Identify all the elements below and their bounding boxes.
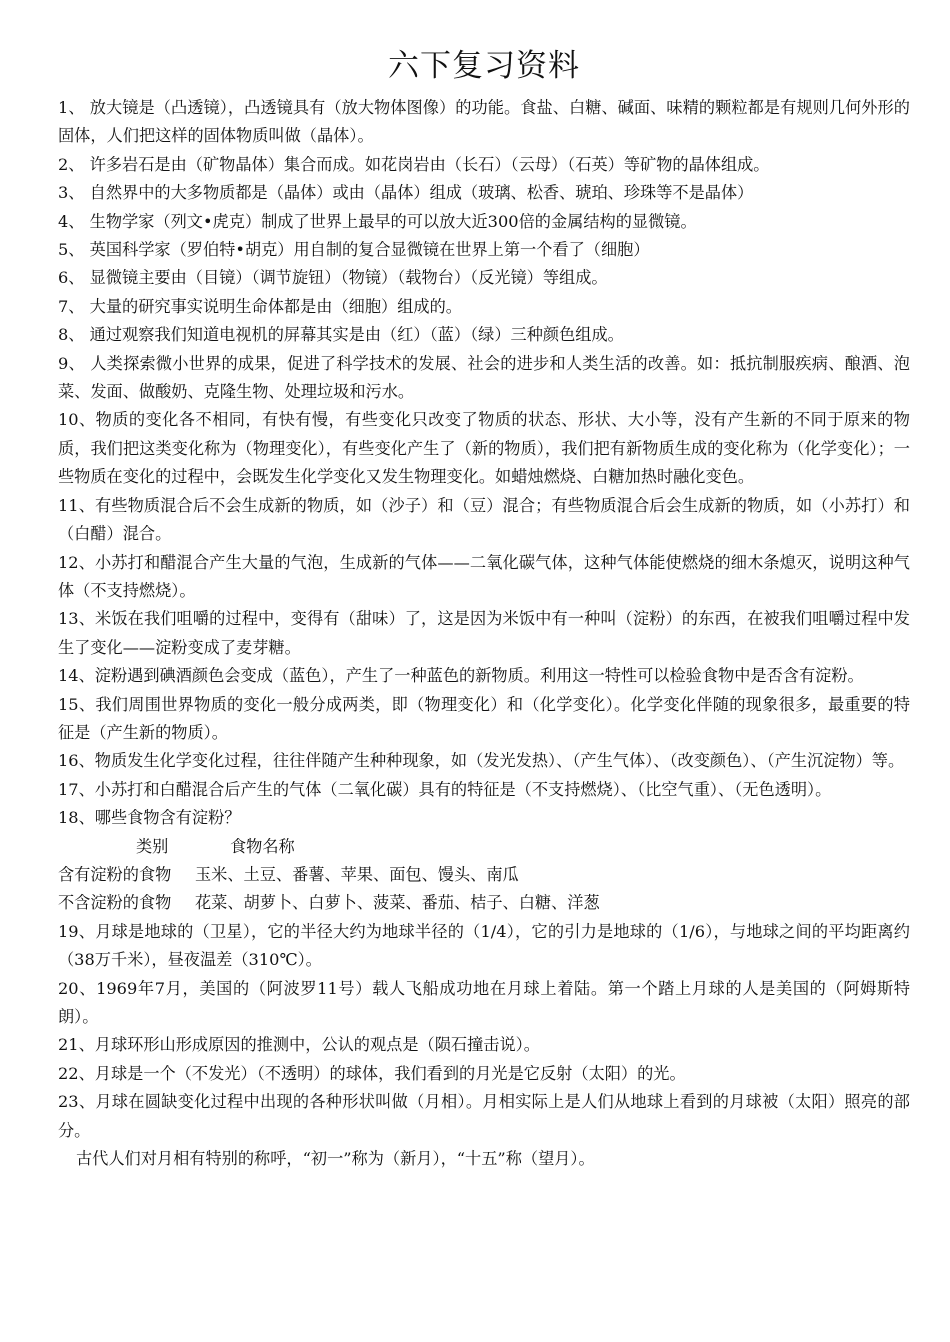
item-number: 22、 [58, 1063, 95, 1083]
item-number: 6、 [58, 268, 90, 288]
item-text: 人类探索微小世界的成果，促进了科学技术的发展、社会的进步和人类生活的改善。如：抵抗制服疾病、酿酒、泡菜、发面、做酸奶、克隆生物、处理垃圾和污水。 [58, 353, 910, 402]
item-text: 有些物质混合后不会生成新的物质，如（沙子）和（豆）混合；有些物质混合后会生成新的物质，如（小苏打）和（白醋）混合。 [58, 495, 910, 544]
item-number: 15、 [58, 694, 96, 714]
item-text: 生物学家（列文•虎克）制成了世界上最早的可以放大近300倍的金属结构的显微镜。 [89, 211, 697, 231]
list-item [58, 321, 910, 349]
item-text: 米饭在我们咀嚼的过程中，变得有（甜味）了，这是因为米饭中有一种叫（淀粉）的东西，在被我们咀嚼过程中发生了变化——淀粉变成了麦芽糖。 [58, 609, 910, 657]
item-number: 18、 [58, 808, 95, 828]
item-number: 10、 [58, 410, 96, 430]
list-item [58, 975, 910, 1032]
list-item [58, 605, 910, 662]
item-text: 放大镜是（凸透镜），凸透镜具有（放大物体图像）的功能。食盐、白糖、碱面、味精的颗粒都是有规则几何外形的固体，人们把这样的固体物质叫做（晶体）。 [58, 98, 910, 146]
review-list [58, 94, 910, 1173]
food-table [58, 833, 910, 918]
list-item [58, 662, 910, 690]
list-item [58, 151, 910, 179]
item-text: 小苏打和白醋混合后产生的气体（二氧化碳）具有的特征是（不支持燃烧）、（比空气重）、（无色透明）。 [94, 779, 832, 799]
item-text: 许多岩石是由（矿物晶体）集合而成。如花岗岩由（长石）（云母）（石英）等矿物的晶体组成。 [89, 154, 770, 174]
item-number: 3、 [58, 183, 90, 203]
header-food: 食物名称 [230, 836, 295, 856]
item-text: 月球环形山形成原因的推测中，公认的观点是（陨石撞击说）。 [94, 1035, 540, 1055]
item-text: 1969年7月，美国的（阿波罗11号）载人飞船成功地在月球上着陆。第一个踏上月球的人是美国的（阿姆斯特朗）。 [58, 978, 910, 1026]
list-item [58, 94, 910, 151]
item-text: 物质的变化各不相同，有快有慢，有些变化只改变了物质的状态、形状、大小等，没有产生新的不同于原来的物质，我们把这类变化称为（物理变化），有些变化产生了（新的物质），我们把有新物质生成的变化称为（化学变化）；一些物质在变化的过程中，会既发生化学变化又发生物理变化。如蜡烛燃烧、白糖加热时融化变色。 [58, 410, 910, 487]
item-number: 20、 [58, 978, 97, 998]
closing-note: 古代人们对月相有特别的称呼，“初一”称为（新月），“十五”称（望月）。 [76, 1149, 595, 1169]
item-text: 自然界中的大多物质都是（晶体）或由（晶体）组成（玻璃、松香、琥珀、珍珠等不是晶体） [89, 183, 754, 203]
item-text: 月球是一个（不发光）（不透明）的球体，我们看到的月光是它反射（太阳）的光。 [94, 1063, 686, 1083]
item-number: 1、 [58, 98, 90, 117]
header-category: 类别 [136, 836, 169, 856]
item-text: 我们周围世界物质的变化一般分成两类，即（物理变化）和（化学变化）。化学变化伴随的现象很多，最重要的特征是（产生新的物质）。 [58, 694, 910, 742]
item-text: 小苏打和醋混合产生大量的气泡，生成新的气体——二氧化碳气体，这种气体能使燃烧的细木条熄灭，说明这种气体（不支持燃烧）。 [58, 552, 910, 600]
item-text: 淀粉遇到碘酒颜色会变成（蓝色），产生了一种蓝色的新物质。利用这一特性可以检验食物中是否含有淀粉。 [94, 666, 864, 686]
item-number: 12、 [58, 552, 96, 572]
item-number: 9、 [58, 353, 91, 373]
item-number: 21、 [58, 1035, 95, 1055]
list-item [58, 804, 910, 832]
food-table-row [58, 861, 910, 889]
item-number: 13、 [58, 609, 96, 629]
item-text: 大量的研究事实说明生命体都是由（细胞）组成的。 [89, 296, 462, 316]
item-number: 8、 [58, 325, 90, 345]
item-number: 23、 [58, 1092, 96, 1112]
list-item [58, 406, 910, 491]
item-text: 显微镜主要由（目镜）（调节旋钮）（物镜）（载物台）（反光镜）等组成。 [89, 268, 608, 288]
item-text: 英国科学家（罗伯特•胡克）用自制的复合显微镜在世界上第一个看了（细胞） [89, 240, 650, 260]
list-item [58, 549, 910, 606]
item-number: 11、 [58, 495, 96, 515]
item-text: 哪些食物含有淀粉？ [94, 808, 241, 828]
list-item [58, 918, 910, 975]
page-title: 六下复习资料 [388, 48, 580, 84]
item-number: 5、 [58, 240, 90, 260]
list-item [58, 492, 910, 549]
list-item [58, 776, 910, 804]
food-list: 玉米、土豆、番薯、苹果、面包、馒头、南瓜 [195, 864, 519, 884]
list-item [58, 1060, 910, 1088]
list-item [58, 208, 910, 236]
item-number: 14、 [58, 666, 95, 686]
food-table-row [58, 889, 910, 917]
item-number: 4、 [58, 211, 90, 231]
item-text: 物质发生化学变化过程，往往伴随产生种种现象，如（发光发热）、（产生气体）、（改变颜色）、（产生沉淀物）等。 [94, 751, 905, 771]
food-list: 花菜、胡萝卜、白萝卜、菠菜、番茄、桔子、白糖、洋葱 [195, 893, 600, 913]
list-item [58, 1088, 910, 1145]
food-category: 含有淀粉的食物 [58, 864, 172, 884]
list-item [58, 264, 910, 292]
item-number: 17、 [58, 779, 95, 799]
list-item [58, 1031, 910, 1059]
food-category: 不含淀粉的食物 [58, 893, 172, 913]
list-item [58, 179, 910, 207]
item-text: 月球是地球的（卫星），它的半径大约为地球半径的（1/4），它的引力是地球的（1/6），与地球之间的平均距离约（38万千米），昼夜温差（310℃）。 [58, 921, 910, 970]
item-text: 月球在圆缺变化过程中出现的各种形状叫做（月相）。月相实际上是人们从地球上看到的月球被（太阳）照亮的部分。 [58, 1092, 910, 1140]
list-item [58, 293, 910, 321]
list-item [58, 691, 910, 748]
food-table-header [58, 833, 910, 861]
list-item [58, 236, 910, 264]
item-number: 2、 [58, 154, 90, 174]
item-number: 19、 [58, 921, 96, 941]
list-item [58, 350, 910, 407]
item-number: 7、 [58, 296, 90, 316]
list-item [58, 747, 910, 775]
item-number: 16、 [58, 751, 95, 771]
item-text: 通过观察我们知道电视机的屏幕其实是由（红）（蓝）（绿）三种颜色组成。 [89, 325, 624, 345]
